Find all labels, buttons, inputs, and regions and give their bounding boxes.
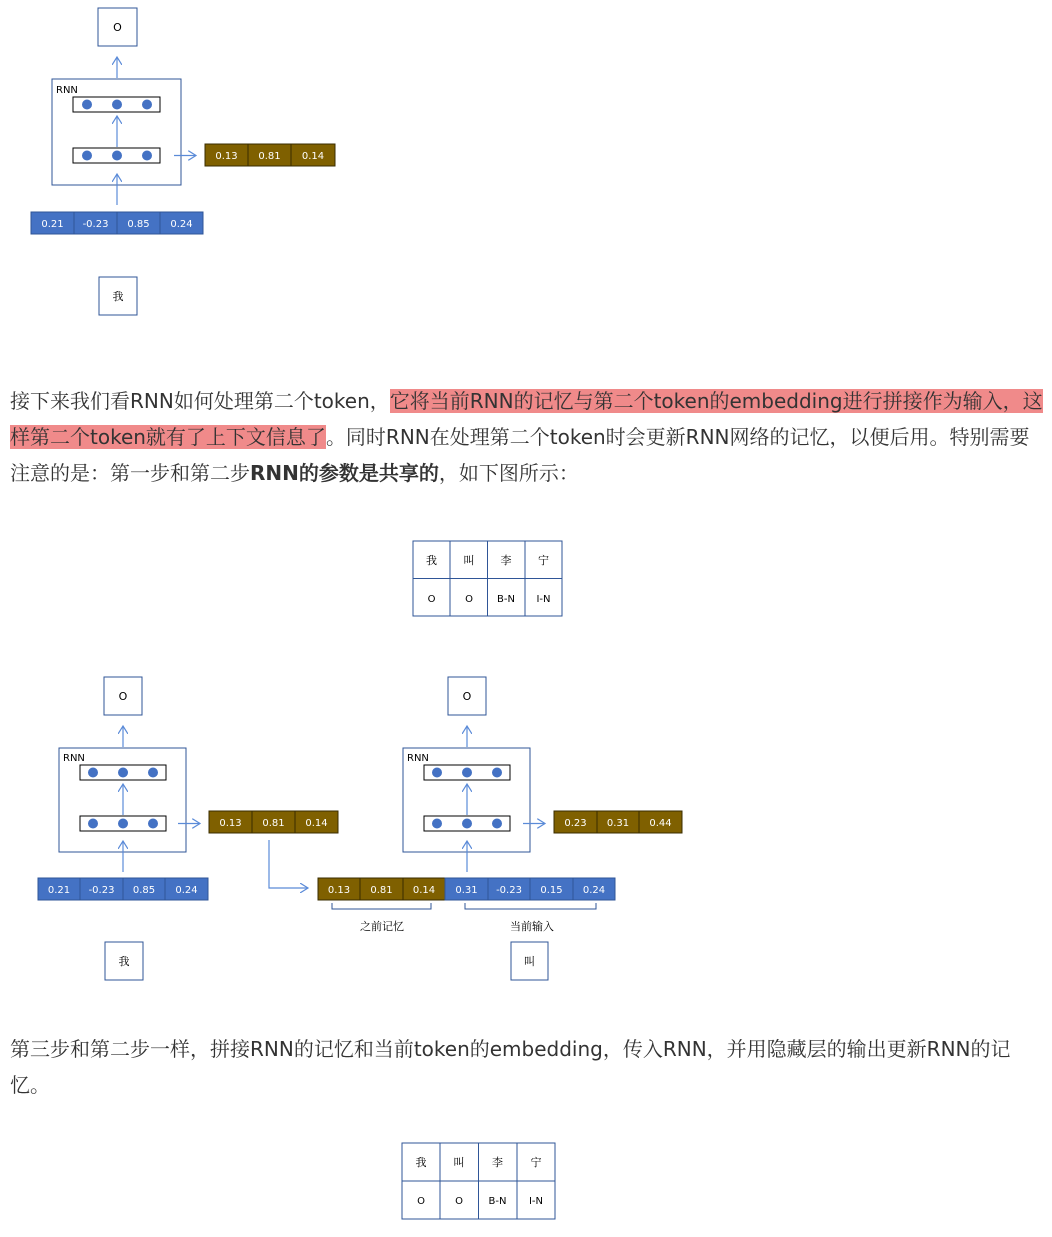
- token-cell: 叫: [463, 554, 475, 567]
- memory-value: 0.14: [301, 151, 325, 162]
- input-token: 叫: [524, 955, 535, 968]
- neuron: [148, 768, 158, 778]
- neuron: [112, 100, 122, 110]
- neuron: [148, 819, 158, 829]
- embedding-value: -0.23: [82, 219, 109, 230]
- concat-embedding-value: 0.15: [540, 885, 563, 896]
- concat-memory-value: 0.13: [327, 885, 351, 896]
- neuron: [462, 768, 472, 778]
- tag-cell: I-N: [536, 594, 551, 605]
- tag-cell: B-N: [497, 594, 515, 605]
- figure-2-right: [318, 677, 682, 980]
- memory-value: 0.13: [215, 151, 238, 162]
- token-cell: 叫: [453, 1156, 465, 1169]
- neuron: [82, 151, 92, 161]
- prev-memory-bracket: [332, 903, 431, 909]
- rnn-label: RNN: [56, 85, 78, 96]
- paragraph-text: 第三步和第二步一样，拼接RNN的记忆和当前token的embedding，传入RNN，并用隐藏层的输出更新RNN的记忆。: [10, 1037, 1011, 1097]
- output-label: O: [113, 21, 122, 34]
- neuron: [492, 819, 502, 829]
- tag-cell: B-N: [488, 1196, 507, 1207]
- concat-memory-value: 0.14: [412, 885, 436, 896]
- token-cell: 宁: [538, 554, 549, 567]
- figure-2-left: [38, 677, 338, 980]
- token-cell: 李: [492, 1156, 503, 1169]
- tag-cell: I-N: [528, 1196, 544, 1207]
- input-token: 我: [112, 290, 124, 303]
- current-input-label: 当前输入: [510, 920, 554, 933]
- embedding-value: 0.85: [127, 219, 150, 230]
- paragraph-text: ，如下图所示：: [438, 461, 579, 485]
- bold-text: RNN的参数是共享的: [250, 461, 439, 485]
- memory-value: 0.23: [564, 818, 587, 829]
- neuron: [432, 768, 442, 778]
- neuron: [112, 151, 122, 161]
- concat-memory-value: 0.81: [370, 885, 393, 896]
- neuron: [462, 819, 472, 829]
- memory-value: 0.31: [606, 818, 630, 829]
- token-cell: 我: [415, 1156, 427, 1169]
- neuron: [492, 768, 502, 778]
- memory-value: 0.13: [219, 818, 242, 829]
- output-label: O: [118, 690, 128, 703]
- tag-cell: O: [465, 594, 473, 605]
- memory-value: 0.81: [258, 151, 281, 162]
- explanation-paragraph-2: [10, 1031, 1046, 1103]
- memory-connector-arrow: [269, 840, 308, 888]
- output-label: O: [462, 690, 472, 703]
- embedding-value: 0.21: [47, 885, 71, 896]
- current-input-bracket: [465, 903, 596, 909]
- input-token: 我: [118, 955, 130, 968]
- concat-embedding-value: 0.31: [455, 885, 478, 896]
- tag-table-2: [402, 1143, 555, 1219]
- prev-memory-label: 之前记忆: [360, 920, 404, 933]
- figure-1: [31, 8, 335, 315]
- memory-value: 0.44: [649, 818, 672, 829]
- memory-value: 0.14: [305, 818, 328, 829]
- tag-table-1: [413, 541, 562, 616]
- neuron: [82, 100, 92, 110]
- embedding-value: 0.24: [175, 885, 198, 896]
- token-cell: 宁: [530, 1156, 542, 1169]
- concat-embedding-value: -0.23: [496, 885, 522, 896]
- tag-cell: O: [417, 1196, 425, 1207]
- neuron: [432, 819, 442, 829]
- neuron: [88, 768, 98, 778]
- highlighted-text: 它将当前RNN的记忆与第二个token的embedding进行拼接作为输入，这样第二个token就有了上下文信息了: [10, 389, 1043, 449]
- tag-cell: O: [455, 1196, 463, 1207]
- embedding-value: 0.21: [41, 219, 64, 230]
- tag-cell: O: [427, 594, 436, 605]
- paragraph-text: 接下来我们看RNN如何处理第二个token，: [10, 389, 390, 413]
- rnn-label: RNN: [407, 753, 429, 764]
- neuron: [142, 151, 152, 161]
- neuron: [118, 819, 128, 829]
- embedding-value: 0.85: [132, 885, 156, 896]
- rnn-label: RNN: [63, 753, 85, 764]
- paragraph-text: 。同时RNN在处理第二个token时会更新RNN网络的记忆，以便后用。特别需要注意的是：第一步和第二步: [10, 425, 1030, 485]
- concat-embedding-value: 0.24: [582, 885, 606, 896]
- memory-value: 0.81: [262, 818, 285, 829]
- embedding-value: -0.23: [88, 885, 115, 896]
- neuron: [118, 768, 128, 778]
- neuron: [142, 100, 152, 110]
- neuron: [88, 819, 98, 829]
- token-cell: 李: [500, 554, 512, 567]
- embedding-value: 0.24: [170, 219, 193, 230]
- token-cell: 我: [426, 554, 437, 567]
- explanation-paragraph-1: [10, 383, 1046, 491]
